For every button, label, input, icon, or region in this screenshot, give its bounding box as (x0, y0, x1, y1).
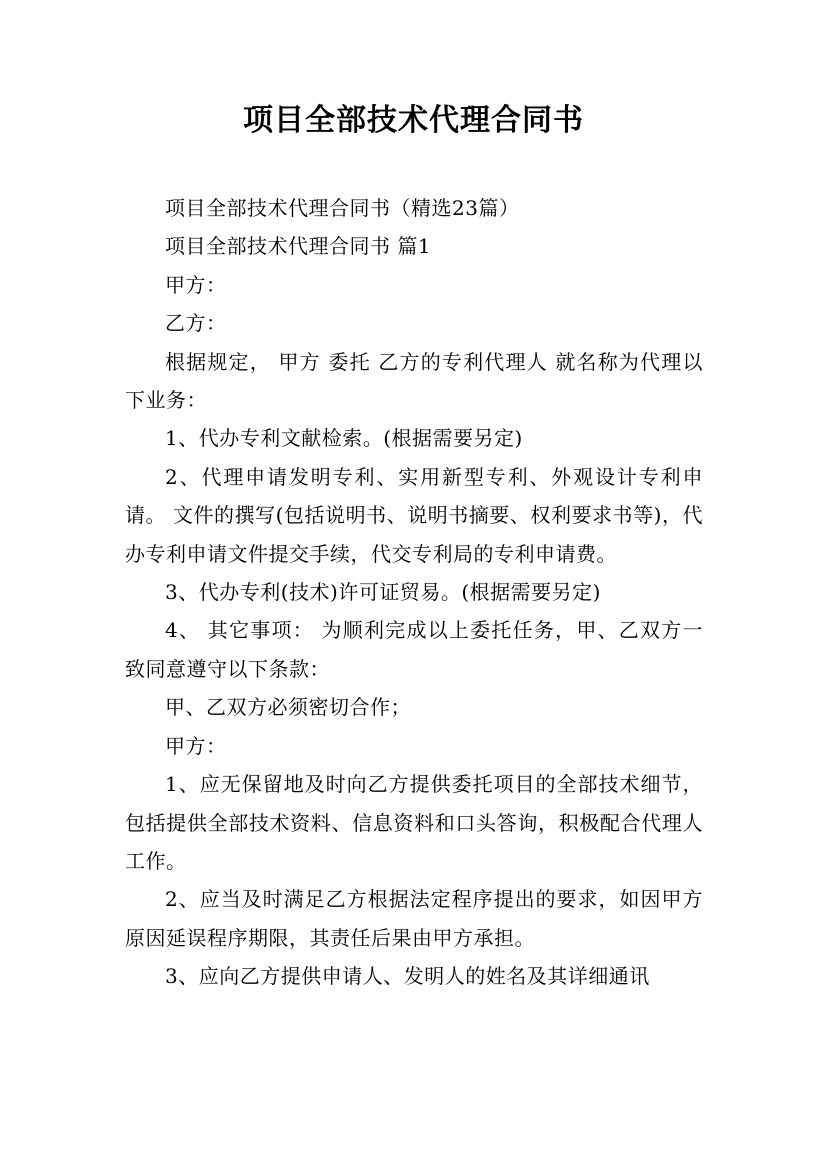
paragraph-3: 甲方： (165, 272, 227, 297)
paragraph-6: 1、代办专利文献检索。(根据需要另定) (165, 426, 523, 451)
paragraph-11: 甲方： (165, 733, 227, 758)
document-title: 项目全部技术代理合同书 (243, 103, 584, 138)
paragraph-12: 1、应无保留地及时向乙方提供委托项目的全部技术细节，包括提供全部技术资料、信息资料和口头答询，积极配合代理人工作。 (125, 772, 703, 873)
paragraph-10: 甲、乙双方必须密切合作； (165, 695, 411, 720)
document-body (125, 189, 703, 996)
paragraph-13: 2、应当及时满足乙方根据法定程序提出的要求，如因甲方原因延误程序期限，其责任后果由甲方承担。 (125, 887, 703, 950)
paragraph-7: 2、代理申请发明专利、实用新型专利、外观设计专利申请。 文件的撰写(包括说明书、说明书摘要、权利要求书等)，代办专利申请文件提交手续，代交专利局的专利申请费。 (125, 464, 703, 566)
paragraph-9: 4、 其它事项： 为顺利完成以上委托任务，甲、乙双方一致同意遵守以下条款： (125, 618, 703, 681)
paragraph-8: 3、代办专利(技术)许可证贸易。(根据需要另定) (165, 580, 601, 605)
paragraph-1: 项目全部技术代理合同书（精选23篇） (165, 196, 520, 220)
paragraph-14: 3、应向乙方提供申请人、发明人的姓名及其详细通讯 (165, 964, 650, 989)
paragraph-4: 乙方： (165, 311, 227, 336)
paragraph-5: 根据规定， 甲方 委托 乙方的专利代理人 就名称为代理以下业务： (125, 349, 703, 413)
paragraph-2: 项目全部技术代理合同书 篇1 (165, 234, 432, 259)
